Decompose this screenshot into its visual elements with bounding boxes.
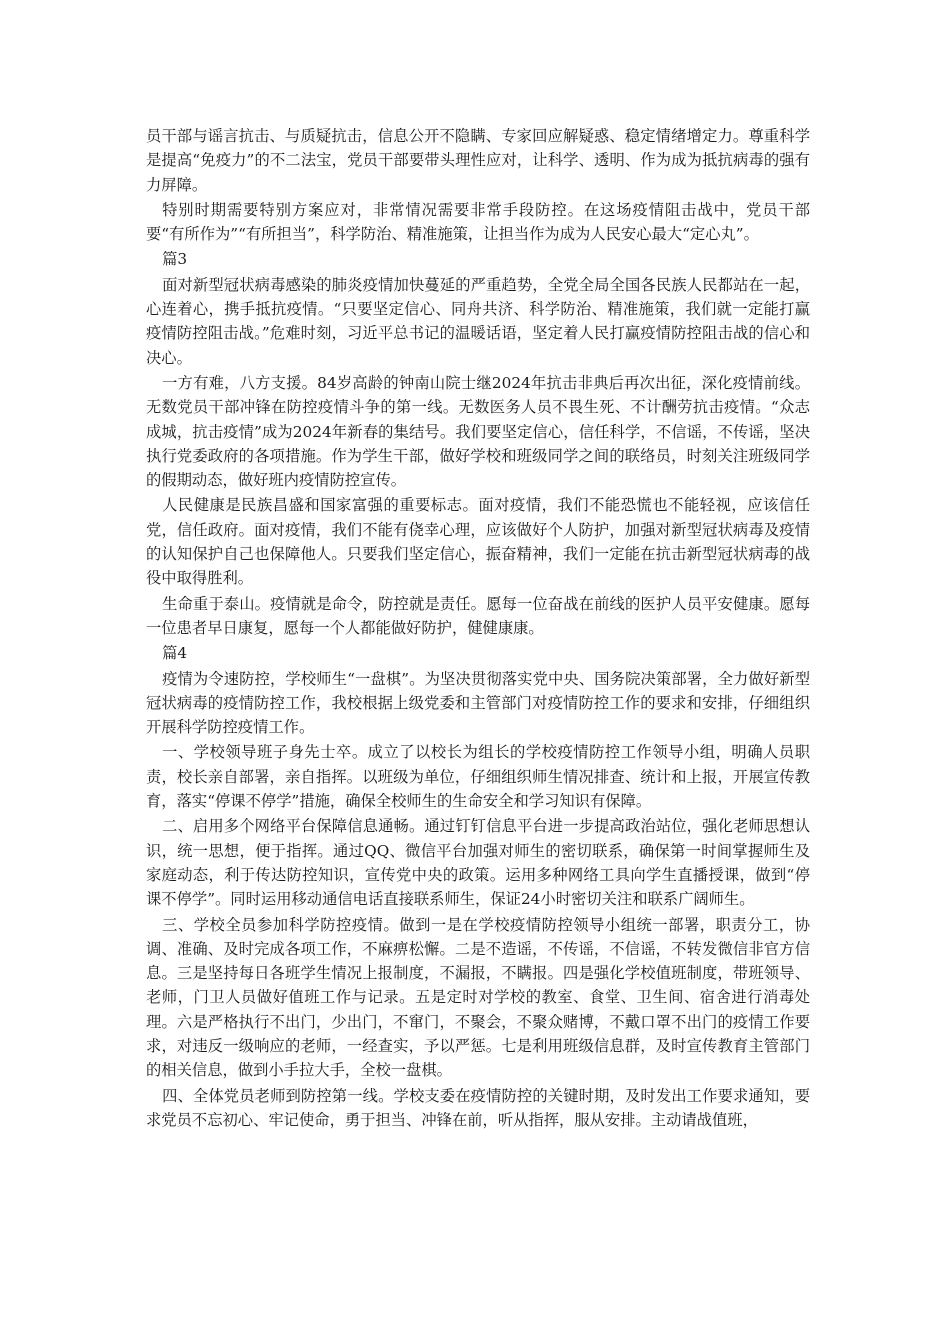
- paragraph: 特别时期需要特别方案应对，非常情况需要非常手段防控。在这场疫情阻击战中，党员干部要“有所作为”“有所担当”，科学防治、精准施策，让担当作为成为人民安心最大“定心丸”。: [146, 200, 810, 244]
- paragraph: 人民健康是民族昌盛和国家富强的重要标志。面对疫情，我们不能恐慌也不能轻视，应该信任党，信任政府。面对疫情，我们不能有侥幸心理，应该做好个人防护，加强对新型冠状病毒及疫情的认知保护自己也保障他人。只要我们坚定信心，振奋精神，我们一定能在抗击新型冠状病毒的战役中取得胜利。: [146, 496, 810, 588]
- paragraph: 一方有难，八方支援。84岁高龄的钟南山院士继2024年抗击非典后再次出征，深化疫情前线。无数党员干部冲锋在防控疫情斗争的第一线。无数医务人员不畏生死、不计酬劳抗击疫情。“众志成城，抗击疫情”成为2024年新春的集结号。我们要坚定信心，信任科学，不信谣，不传谣，坚决执行党委政府的各项措施。作为学生干部，做好学校和班级同学之间的联络员，时刻关注班级同学的假期动态，做好班内疫情防控宣传。: [146, 373, 810, 490]
- paragraph: 疫情为令速防控，学校师生“一盘棋”。为坚决贯彻落实党中央、国务院决策部署，全力做好新型冠状病毒的疫情防控工作，我校根据上级党委和主管部门对疫情防控工作的要求和安排，仔细组织开展科学防控疫情工作。: [146, 669, 810, 737]
- paragraph: 三、学校全员参加科学防控疫情。做到一是在学校疫情防控领导小组统一部署，职责分工，协调、准确、及时完成各项工作，不麻痹松懈。二是不造谣，不传谣，不信谣，不转发微信非官方信息。三是坚持每日各班学生情况上报制度，不漏报，不瞒报。四是强化学校值班制度，带班领导、老师，门卫人员做好值班工作与记录。五是定时对学校的教室、食堂、卫生间、宿舍进行消毒处理。六是严格执行不出门，少出门，不窜门，不聚会，不聚众赌博，不戴口罩不出门的疫情工作要求，对违反一级响应的老师，一经查实，予以严惩。七是利用班级信息群，及时宣传教育主管部门的相关信息，做到小手拉大手，全校一盘棋。: [146, 915, 810, 1080]
- paragraph: 一、学校领导班子身先士卒。成立了以校长为组长的学校疫情防控工作领导小组，明确人员职责，校长亲自部署，亲自指挥。以班级为单位，仔细组织师生情况排查、统计和上报，开展宣传教育，落实“停课不停学”措施，确保全校师生的生命安全和学习知识有保障。: [146, 743, 810, 811]
- paragraph: 四、全体党员老师到防控第一线。学校支委在疫情防控的关键时期，及时发出工作要求通知，要求党员不忘初心、牢记使命，勇于担当、冲锋在前，听从指挥，服从安排。主动请战值班，: [146, 1086, 810, 1129]
- document-page: [146, 124, 810, 1133]
- paragraph: 员干部与谣言抗击、与质疑抗击，信息公开不隐瞒、专家回应解疑惑、稳定情绪增定力。尊重科学是提高“免疫力”的不二法宝，党员干部要带头理性应对，让科学、透明、作为成为抵抗病毒的强有力屏障。: [146, 127, 810, 194]
- paragraph: 生命重于泰山。疫情就是命令，防控就是责任。愿每一位奋战在前线的医护人员平安健康。愿每一位患者早日康复，愿每一个人都能做好防护，健健康康。: [146, 594, 810, 637]
- paragraph: 二、启用多个网络平台保障信息通畅。通过钉钉信息平台进一步提高政治站位，强化老师思想认识，统一思想，便于指挥。通过QQ、微信平台加强对师生的密切联系，确保第一时间掌握师生及家庭动态，利于传达防控知识，宣传党中央的政策。运用多种网络工具向学生直播授课，做到“停课不停学”。同时运用移动通信电话直接联系师生，保证24小时密切关注和联系广阔师生。: [146, 817, 810, 909]
- section-heading: 篇4: [162, 644, 188, 663]
- section-heading: 篇3: [162, 250, 188, 269]
- paragraph: 面对新型冠状病毒感染的肺炎疫情加快蔓延的严重趋势，全党全局全国各民族人民都站在一起，心连着心，携手抵抗疫情。“只要坚定信心、同舟共济、科学防治、精准施策，我们就一定能打赢疫情防控阻击战。”危难时刻，习近平总书记的温暖话语，坚定着人民打赢疫情防控阻击战的信心和决心。: [146, 275, 810, 367]
